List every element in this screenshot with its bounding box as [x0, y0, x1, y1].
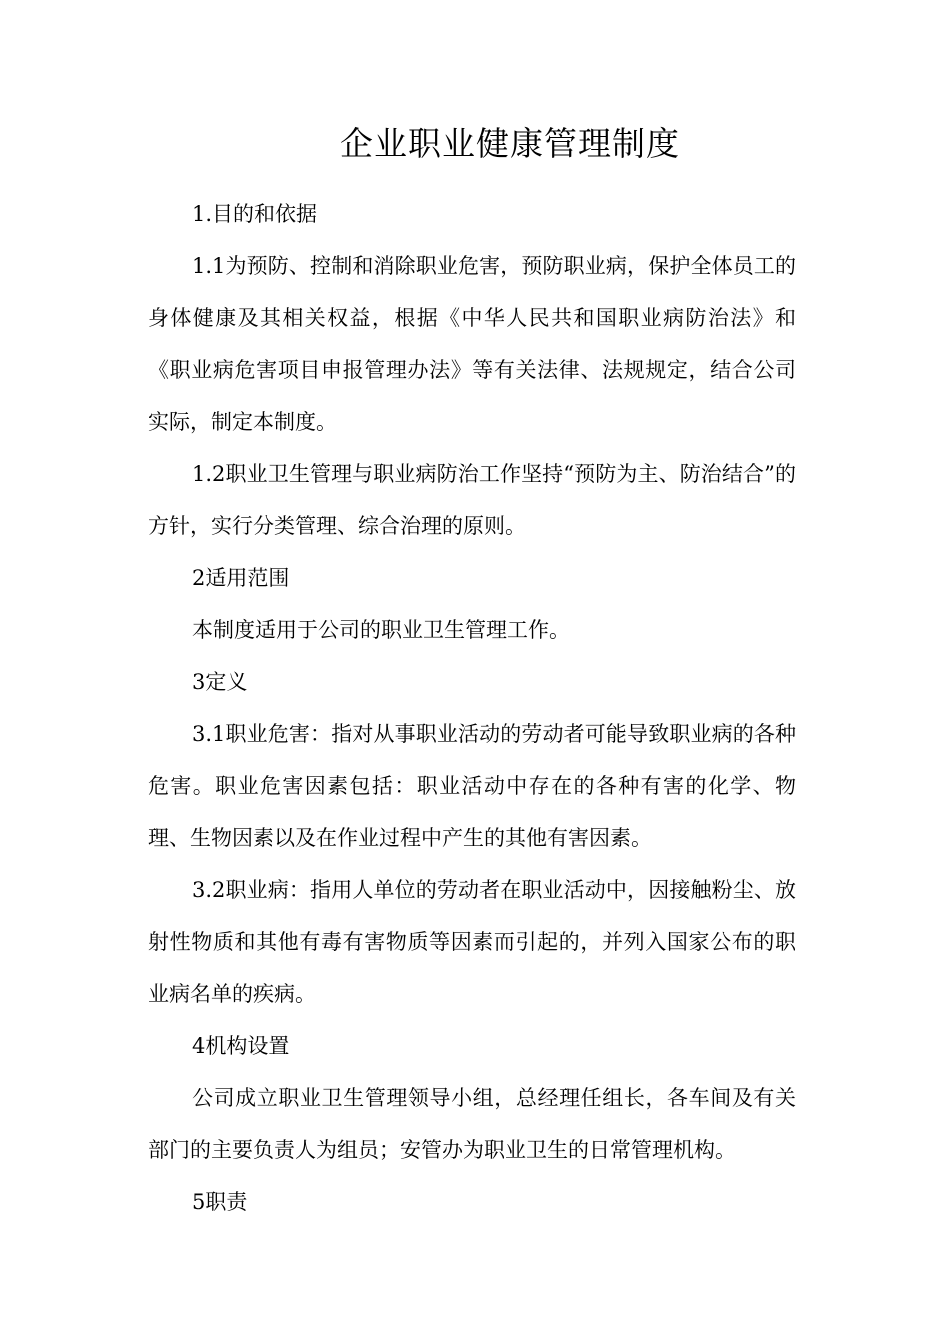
section-heading-purpose: 1.目的和依据: [192, 202, 318, 226]
document-body: [148, 188, 796, 1228]
paragraph-3-1: 3.1职业危害：指对从事职业活动的劳动者可能导致职业病的各种危害。职业危害因素包括：职业活动中存在的各种有害的化学、物理、生物因素以及在作业过程中产生的其他有害因素。: [148, 722, 796, 850]
paragraph-1-2: 1.2职业卫生管理与职业病防治工作坚持“预防为主、防治结合”的方针，实行分类管理、综合治理的原则。: [148, 462, 796, 538]
section-heading-scope: 2适用范围: [192, 566, 290, 590]
paragraph-organization: 公司成立职业卫生管理领导小组，总经理任组长，各车间及有关部门的主要负责人为组员；安管办为职业卫生的日常管理机构。: [148, 1086, 796, 1162]
paragraph-3-2: 3.2职业病：指用人单位的劳动者在职业活动中，因接触粉尘、放射性物质和其他有毒有害物质等因素而引起的，并列入国家公布的职业病名单的疾病。: [148, 878, 796, 1006]
section-heading-organization: 4机构设置: [192, 1034, 290, 1058]
document-title: 企业职业健康管理制度: [340, 124, 680, 163]
section-heading-definitions: 3定义: [192, 670, 248, 694]
paragraph-scope: 本制度适用于公司的职业卫生管理工作。: [192, 618, 570, 642]
paragraph-1-1: 1.1为预防、控制和消除职业危害，预防职业病，保护全体员工的身体健康及其相关权益，根据《中华人民共和国职业病防治法》和《职业病危害项目申报管理办法》等有关法律、法规规定，结合公司实际，制定本制度。: [148, 254, 796, 434]
section-heading-responsibilities: 5职责: [192, 1190, 248, 1214]
